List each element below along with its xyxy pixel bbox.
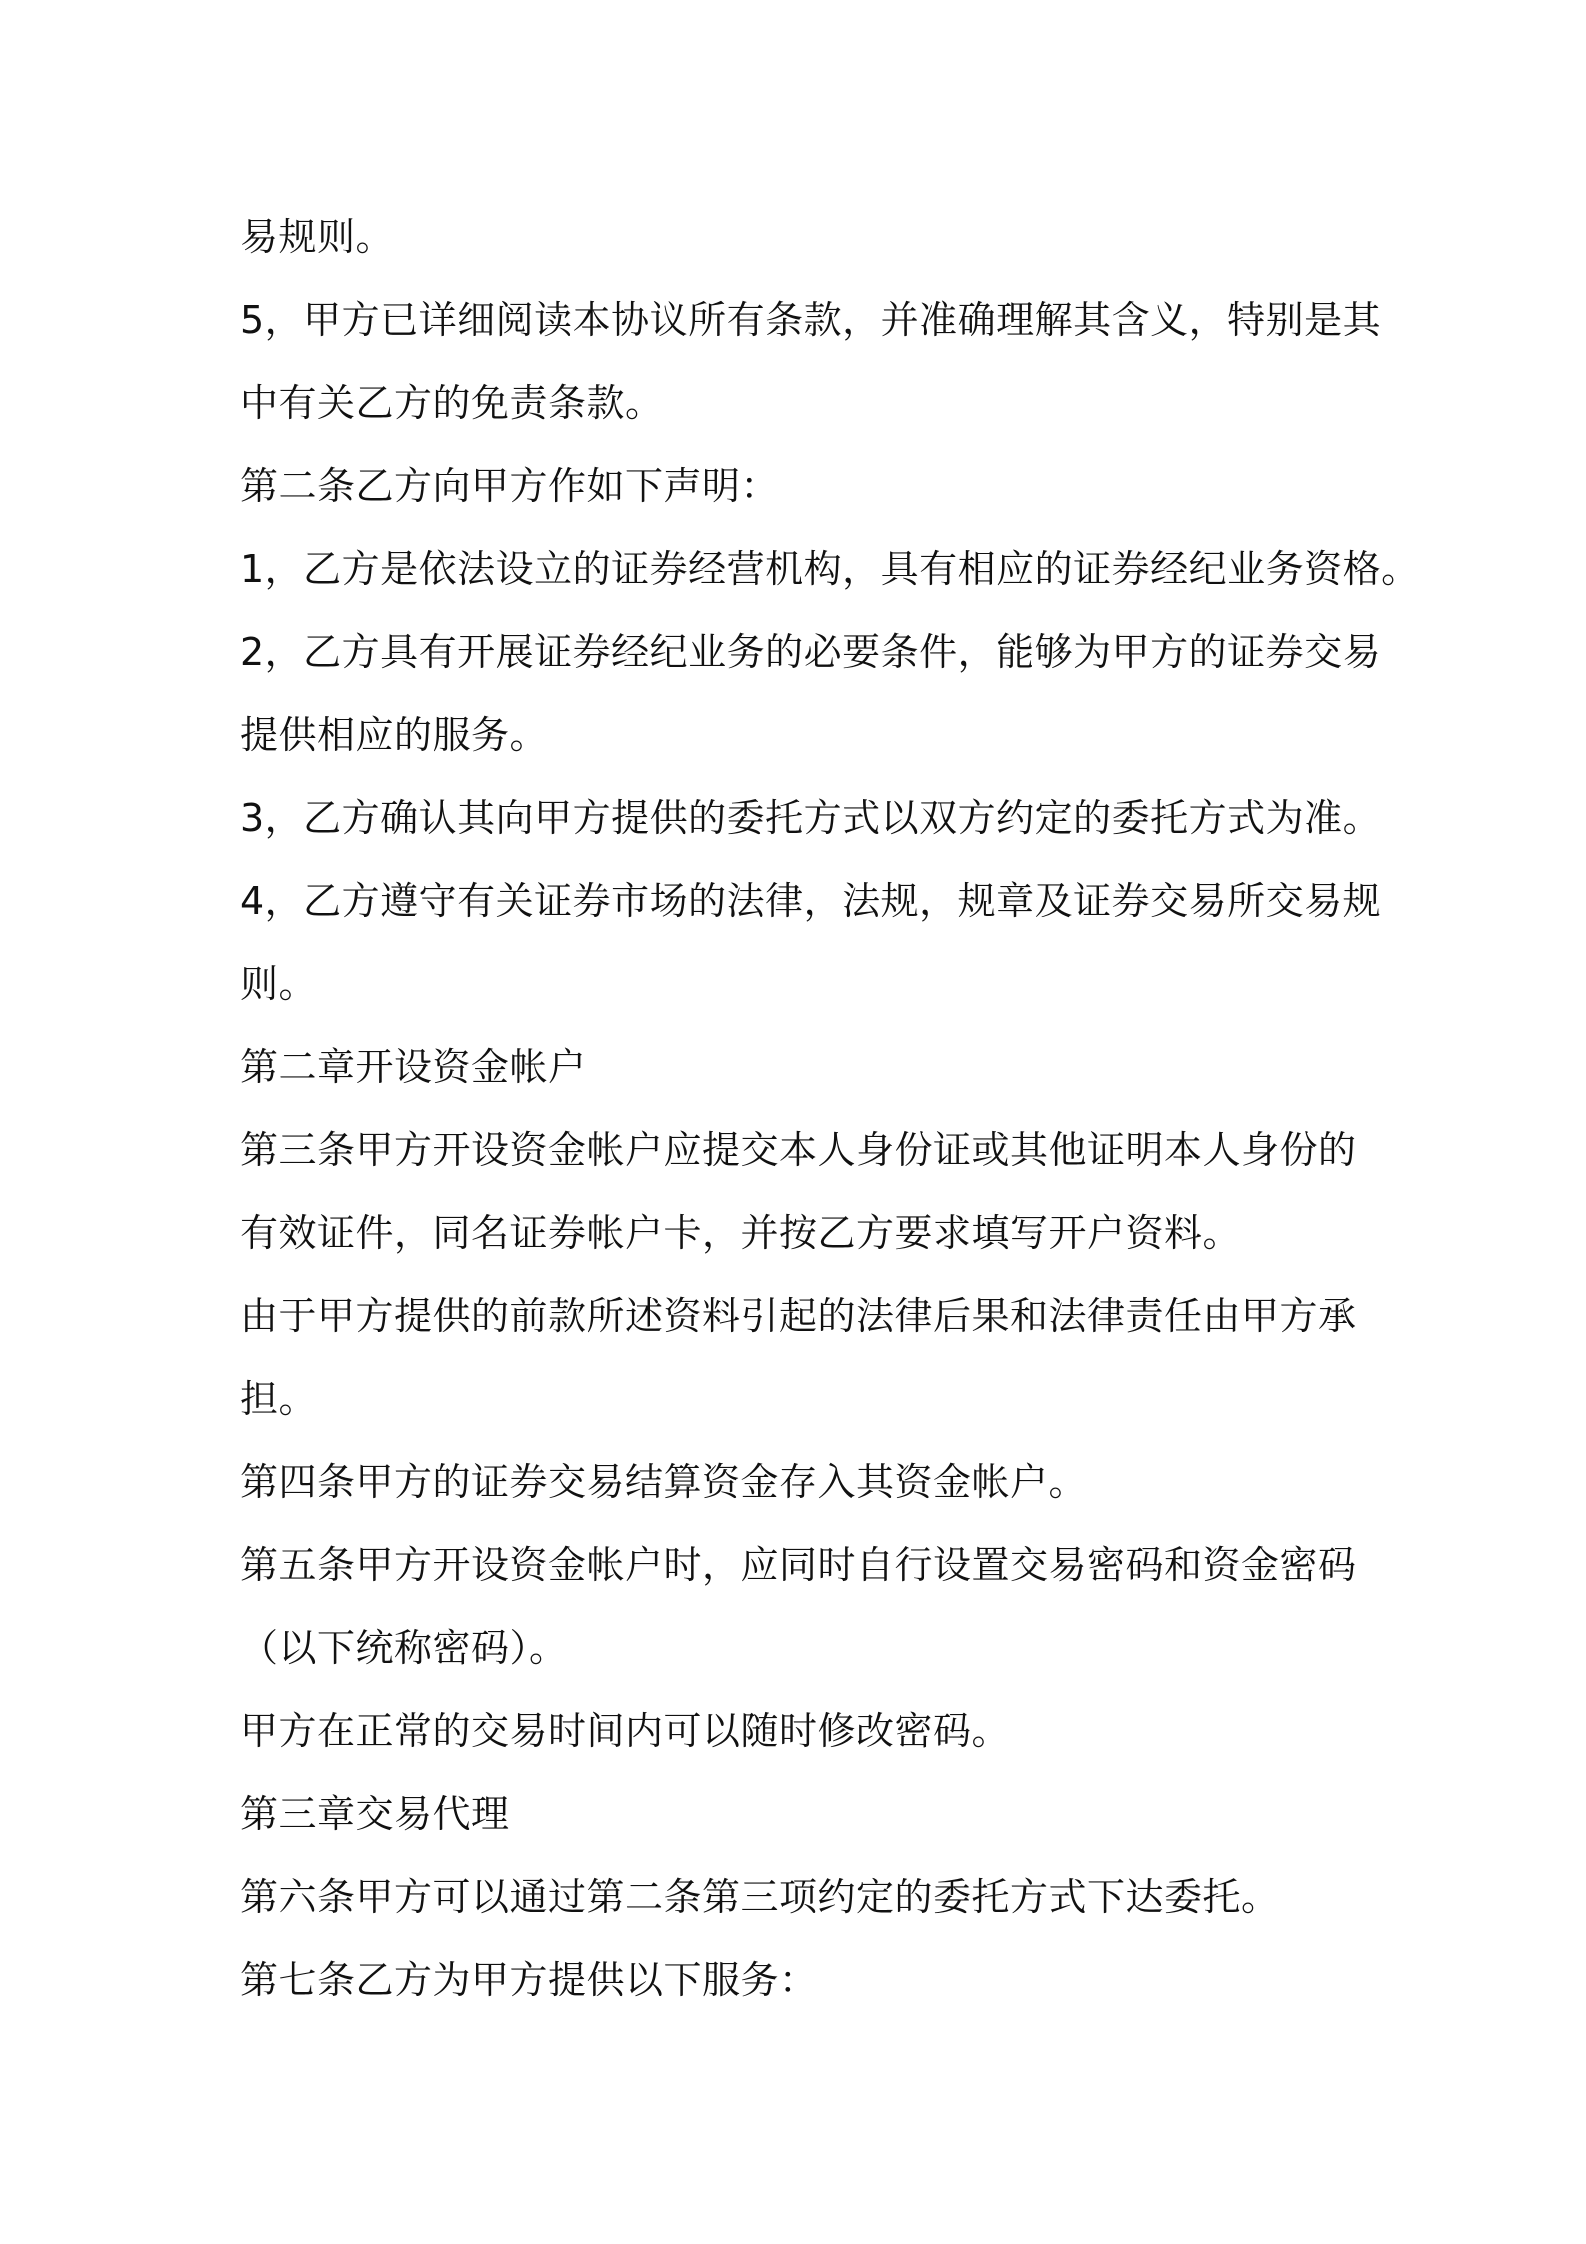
text-line: 第七条乙方为甲方提供以下服务： xyxy=(240,1958,818,2002)
text-line: 则。 xyxy=(240,962,318,1006)
text-line: 中有关乙方的免责条款。 xyxy=(240,381,664,425)
text-line: 1，乙方是依法设立的证券经营机构，具有相应的证券经纪业务资格。 xyxy=(240,547,1420,591)
document-body xyxy=(240,196,1420,2022)
text-line: 由于甲方提供的前款所述资料引起的法律后果和法律责任由甲方承 xyxy=(240,1294,1357,1338)
text-line: 3，乙方确认其向甲方提供的委托方式以双方约定的委托方式为准。 xyxy=(240,796,1382,840)
text-line: 有效证件，同名证券帐户卡，并按乙方要求填写开户资料。 xyxy=(240,1211,1242,1255)
chapter-heading: 第二章开设资金帐户 xyxy=(240,1045,587,1089)
chapter-heading: 第三章交易代理 xyxy=(240,1792,510,1836)
text-line: 第三条甲方开设资金帐户应提交本人身份证或其他证明本人身份的 xyxy=(240,1128,1357,1172)
text-line: 第四条甲方的证券交易结算资金存入其资金帐户。 xyxy=(240,1460,1088,1504)
text-line: 4，乙方遵守有关证券市场的法律，法规，规章及证券交易所交易规 xyxy=(240,879,1382,923)
text-line: 担。 xyxy=(240,1377,318,1421)
text-line: 甲方在正常的交易时间内可以随时修改密码。 xyxy=(240,1709,1011,1753)
text-line: 2，乙方具有开展证券经纪业务的必要条件，能够为甲方的证券交易 xyxy=(240,630,1382,674)
text-line: 第五条甲方开设资金帐户时，应同时自行设置交易密码和资金密码 xyxy=(240,1543,1357,1587)
text-line: 第二条乙方向甲方作如下声明： xyxy=(240,464,780,508)
text-line: 第六条甲方可以通过第二条第三项约定的委托方式下达委托。 xyxy=(240,1875,1280,1919)
text-line: （以下统称密码）。 xyxy=(240,1626,568,1670)
text-line: 5，甲方已详细阅读本协议所有条款，并准确理解其含义，特别是其 xyxy=(240,298,1382,342)
text-line: 提供相应的服务。 xyxy=(240,713,549,757)
text-line: 易规则。 xyxy=(240,215,395,259)
